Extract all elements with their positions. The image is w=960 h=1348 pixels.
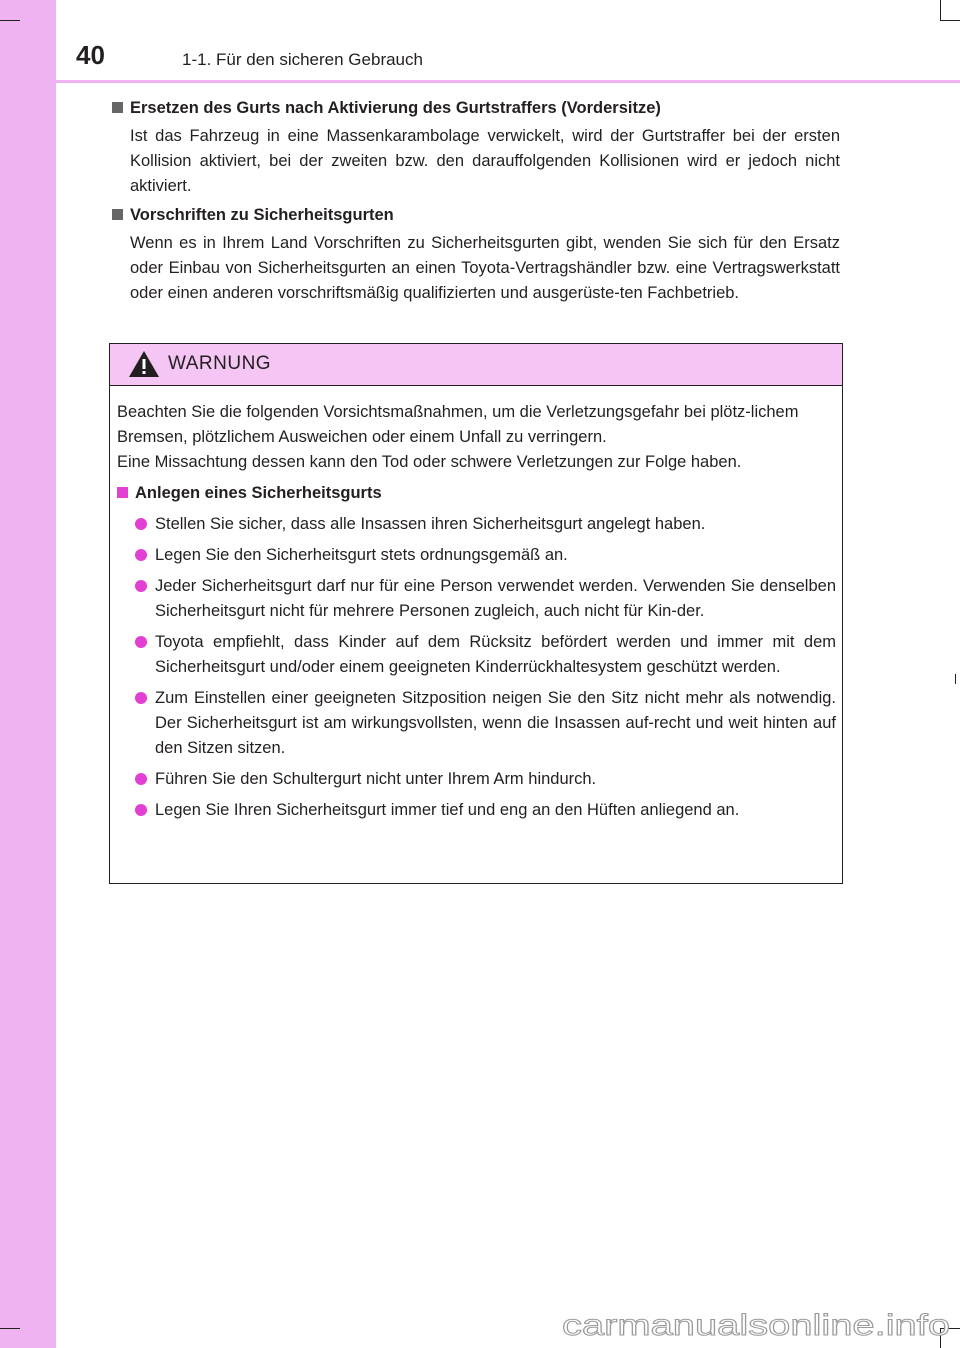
section-heading: Vorschriften zu Sicherheitsgurten xyxy=(130,206,394,224)
crop-mark xyxy=(955,674,956,684)
chapter-title: 1-1. Für den sicheren Gebrauch xyxy=(182,50,423,69)
crop-mark xyxy=(0,20,20,21)
header-rule xyxy=(0,80,960,83)
bullet-dot-icon xyxy=(135,636,147,648)
square-bullet-icon xyxy=(112,102,123,113)
list-item: Zum Einstellen einer geeigneten Sitzposition neigen Sie den Sitz nicht mehr als notwendig. Der Sicherheitsgurt ist am wirkungsvollsten, wenn die Insassen auf-recht und weit hinten auf den Sitzen sitzen. xyxy=(135,686,836,761)
page-number: 40 xyxy=(76,40,105,70)
bullet-dot-icon xyxy=(135,692,147,704)
bullet-dot-icon xyxy=(135,804,147,816)
crop-mark xyxy=(0,1328,20,1329)
list-item: Jeder Sicherheitsgurt darf nur für eine Person verwendet werden. Verwenden Sie denselben Sicherheitsgurt nicht für mehrere Personen zugleich, auch nicht für Kin-der. xyxy=(135,574,836,624)
section-body: Wenn es in Ihrem Land Vorschriften zu Sicherheitsgurten gibt, wenden Sie sich für den Ersatz oder Einbau von Sicherheitsgurten an einen Toyota-Vertragshändler bzw. eine Vertragswerkstatt oder einen anderen vorschriftsmäßig qualifizierten und ausgerüste-ten Fachbetrieb. xyxy=(130,234,840,302)
section-body: Ist das Fahrzeug in eine Massenkarambolage verwickelt, wird der Gurtstraffer bei der ersten Kollision aktiviert, bei der zweiten bzw. den darauffolgenden Kollisionen wird er jedoch nicht aktiviert. xyxy=(130,127,840,195)
warning-title: WARNUNG xyxy=(168,353,272,374)
warning-header xyxy=(110,344,842,386)
warning-triangle-icon xyxy=(128,350,160,378)
bullet-dot-icon xyxy=(135,580,147,592)
list-item: Legen Sie Ihren Sicherheitsgurt immer tief und eng an den Hüften anliegend an. xyxy=(135,798,836,823)
side-strip xyxy=(0,0,56,1348)
warning-intro: Beachten Sie die folgenden Vorsichtsmaßnahmen, um die Verletzungsgefahr bei plötz-lichem Bremsen, plötzlichem Ausweichen oder einem Unfall zu verringern. xyxy=(117,403,799,446)
watermark-text: carmanualsonline.info xyxy=(562,1309,950,1342)
crop-mark xyxy=(940,20,960,21)
bullet-dot-icon xyxy=(135,518,147,530)
warning-consequence: Eine Missachtung dessen kann den Tod oder schwere Verletzungen zur Folge haben. xyxy=(117,453,742,471)
list-item: Führen Sie den Schultergurt nicht unter Ihrem Arm hindurch. xyxy=(135,767,836,792)
warning-box xyxy=(109,343,843,884)
list-item: Legen Sie den Sicherheitsgurt stets ordnungsgemäß an. xyxy=(135,543,836,568)
square-bullet-icon xyxy=(112,209,123,220)
warning-subheading: Anlegen eines Sicherheitsgurts xyxy=(135,484,382,502)
section-gurtstraffer xyxy=(112,96,840,199)
watermark xyxy=(560,1306,952,1342)
bullet-dot-icon xyxy=(135,549,147,561)
crop-mark xyxy=(940,0,941,20)
bullet-dot-icon xyxy=(135,773,147,785)
section-vorschriften xyxy=(112,203,840,306)
list-item: Toyota empfiehlt, dass Kinder auf dem Rücksitz befördert werden und immer mit dem Sicherheitsgurt und/oder einem geeigneten Kinderrückhaltesystem geschützt werden. xyxy=(135,630,836,680)
warning-content xyxy=(110,386,842,823)
section-heading: Ersetzen des Gurts nach Aktivierung des Gurtstraffers (Vordersitze) xyxy=(130,99,661,117)
list-item: Stellen Sie sicher, dass alle Insassen ihren Sicherheitsgurt angelegt haben. xyxy=(135,512,836,537)
square-bullet-icon xyxy=(117,487,128,498)
